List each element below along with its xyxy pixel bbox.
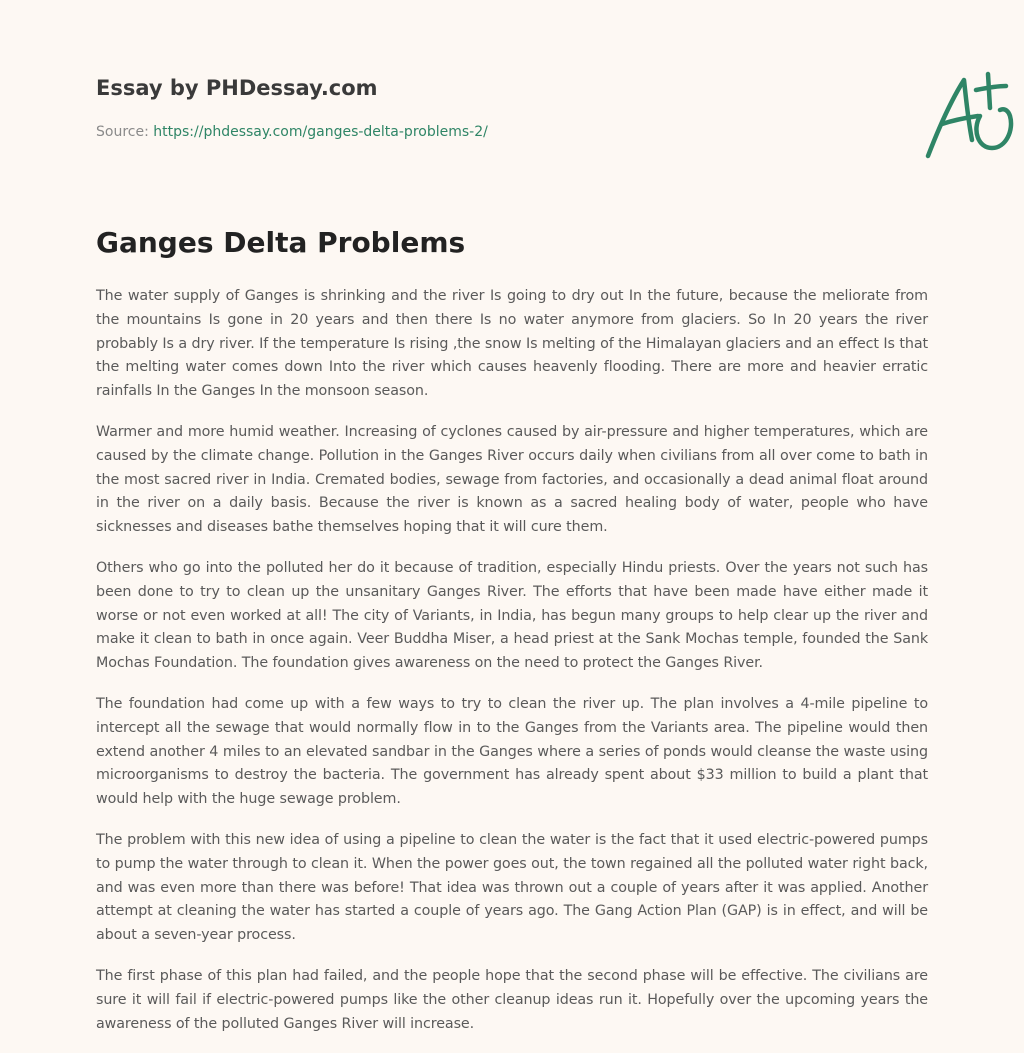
essay-body bbox=[96, 285, 928, 1053]
source-label: Source: bbox=[96, 124, 154, 140]
essay-title: Ganges Delta Problems bbox=[96, 226, 466, 259]
essay-paragraph: Others who go into the polluted her do it because of tradition, especially Hindu priests. Over the years not such has been done to try to clean up the unsanitary Ganges River. The efforts that have been made have either made it worse or not even worked at all! The city of Variants, in India, has begun many groups to help clear up the river and make it clean to bath in once again. Veer Buddha Miser, a head priest at the Sank Mochas temple, founded the Sank Mochas Foundation. The foundation gives awareness on the need to protect the Ganges River. bbox=[96, 559, 928, 672]
essay-paragraph: The first phase of this plan had failed, and the people hope that the second phase will be effective. The civilians are sure it will fail if electric-powered pumps like the other cleanup ideas run it. Hopefully over the upcoming years the awareness of the polluted Ganges River will increase. bbox=[96, 967, 928, 1032]
essay-paragraph: Warmer and more humid weather. Increasing of cyclones caused by air-pressure and higher temperatures, which are caused by the climate change. Pollution in the Ganges River occurs daily when civilians from all over come to bath in the most sacred river in India. Cremated bodies, sewage from factories, and occasionally a dead animal float around in the river on a daily basis. Because the river is known as a sacred healing body of water, people who have sicknesses and diseases bathe themselves hoping that it will cure them. bbox=[96, 423, 928, 536]
source-line bbox=[96, 124, 488, 140]
essay-paragraph: The water supply of Ganges is shrinking and the river Is going to dry out In the future, because the meliorate from the mountains Is gone in 20 years and then there Is no water anymore from glaciers. So In 20 years the river probably Is a dry river. If the temperature Is rising ,the snow Is melting of the Himalayan glaciers and an effect Is that the melting water comes down Into the river which causes heavenly flooding. There are more and heavier erratic rainfalls In the Ganges In the monsoon season. bbox=[96, 288, 928, 400]
essay-paragraph: The problem with this new idea of using a pipeline to clean the water is the fact that it used electric-powered pumps to pump the water through to clean it. When the power goes out, the town regained all the polluted water right back, and was even more than there was before! That idea was thrown out a couple of years after it was applied. Another attempt at cleaning the water has started a couple of years ago. The Gang Action Plan (GAP) is in effect, and will be about a seven-year process. bbox=[96, 831, 928, 944]
source-link[interactable]: https://phdessay.com/ganges-delta-problems-2/ bbox=[153, 124, 488, 140]
a-plus-grade-icon bbox=[920, 68, 1024, 164]
site-brand: Essay by PHDessay.com bbox=[96, 76, 378, 100]
essay-paragraph: The foundation had come up with a few ways to try to clean the river up. The plan involves a 4-mile pipeline to intercept all the sewage that would normally flow in to the Ganges from the Variants area. The pipeline would then extend another 4 miles to an elevated sandbar in the Ganges where a series of ponds would cleanse the waste using microorganisms to destroy the bacteria. The government has already spent about $33 million to build a plant that would help with the huge sewage problem. bbox=[96, 695, 928, 808]
